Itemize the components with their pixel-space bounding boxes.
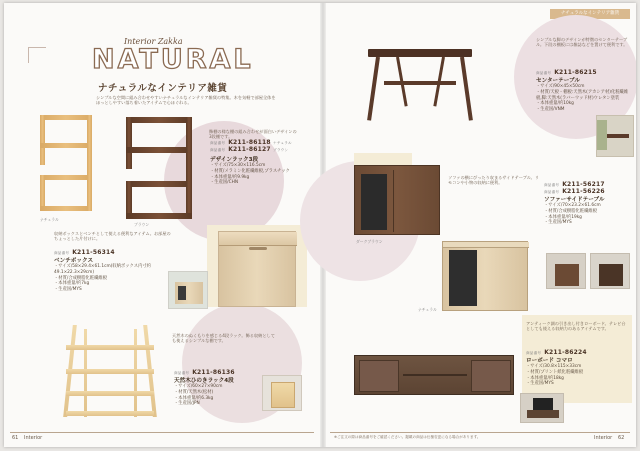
spec-line: ・サイズ/30.8×115×33cm	[526, 364, 582, 369]
spec-line: ・材質/プリント紙化粧繊維板	[526, 369, 584, 375]
spec-line: ・サイズ/60×27×90cm	[174, 384, 223, 389]
rack-brown-label: ブラウン	[134, 222, 150, 227]
spec-line: ・生産国/CHN	[210, 180, 239, 186]
page-subtitle: ナチュラルなインテリア雑貨	[98, 83, 228, 94]
corner-mark	[28, 47, 46, 63]
kicker: Interior Zakka	[124, 37, 183, 46]
product-code: 商品番号 K211-86224	[526, 349, 587, 356]
spec-line: ・本体重量/約9.9kg	[210, 174, 250, 180]
product-code: 商品番号 K211-86118 ナチュラル	[210, 139, 292, 146]
footer-note: ※ご注文の際は商品番号をご確認ください。掲載の商品は仕様変更になる場合があります。	[334, 435, 481, 439]
spec-line: ・材質/合成樹脂化粧繊維板	[54, 275, 108, 281]
spec-line: ・生産国/MYS	[526, 381, 554, 387]
center-table-info	[536, 69, 632, 113]
footer-label: Interior	[24, 435, 43, 441]
product-name: センターテーブル	[536, 78, 581, 84]
sofa-table-natural-image	[442, 241, 528, 311]
sofa-table-dark-label: ダークブラウン	[356, 239, 383, 244]
footer-label: Interior	[594, 435, 613, 441]
magazine-spread	[4, 3, 636, 447]
sofa-table-info	[544, 181, 634, 226]
center-table-thumb	[596, 115, 634, 157]
product-name: ベンチボックス	[54, 258, 94, 264]
lowboard-thumb	[520, 393, 564, 423]
spec-line: ・本体重量/約18kg	[526, 375, 564, 381]
footer-page-number: 61	[12, 435, 19, 441]
intro-text: シンプルな空間に組み合わせやすいナチュラルなインテリア雑貨の特集。木を気軽で部屋全体をほっとしやすい落ち着いたアイテムで心ほぐれる。	[96, 95, 276, 106]
spec-line: ・サイズ/90×45×50cm	[536, 84, 585, 89]
spec-line: ・本体重量/約7kg	[54, 281, 90, 287]
spec-line: ・本体重量/約10kg	[536, 101, 574, 107]
product-name: 天然木ひのきラック4段	[174, 378, 234, 384]
sofa-table-thumb-1	[546, 253, 586, 289]
spec-line: ・材質/合成樹脂化粧繊維板	[544, 208, 598, 214]
product-name: ローボード コマロ	[526, 358, 573, 364]
lowboard-blurb: アンティーク調の引き出し付きローボード。テレビ台としても使える収納力のあるアイテムです。	[526, 321, 626, 332]
product-code: 商品番号 K211-86127 ブラウン	[210, 146, 289, 153]
lowboard-image	[354, 355, 514, 395]
sofa-table-natural-label: ナチュラル	[418, 307, 437, 312]
spec-line: ・本体重量/約6.3kg	[174, 395, 214, 401]
left-page	[4, 3, 320, 447]
spec-line: ・材質/天板・棚板:天然木(アカシア材)化粧繊維板,脚:天然木(ラバーウッド材)ウレタン塗装	[536, 89, 629, 101]
wood-rack-thumb	[262, 375, 302, 411]
footer-rule	[330, 432, 630, 433]
spec-line: ・材質/メラミン化粧繊維板,プラスチック	[210, 168, 290, 174]
wood-rack-image	[64, 325, 156, 417]
spec-line: ・サイズ/70×23.2×61.6cm	[544, 203, 601, 208]
spec-line: ・サイズ/75×30×116.5cm	[210, 163, 266, 168]
header-tag: ナチュラルなインテリア雑貨	[550, 9, 630, 19]
spec-line: ・生産国/MYS	[544, 220, 572, 226]
bench-box-thumb	[168, 271, 208, 309]
sofa-table-blurb: ソファの横にぴったり収まるサイドテーブル。リモコンや小物の収納に便利。	[448, 175, 540, 186]
spec-line: ・生産国/MYS	[54, 287, 82, 293]
product-code: 商品番号 K211-86136	[174, 369, 235, 376]
wood-rack-blurb: 天然木のぬくもりを感じる4段ラック。飾る収納としても使えるシンプルな棚です。	[172, 333, 275, 344]
page-title: NATURAL	[92, 44, 254, 75]
design-rack-blurb: 飾棚の様な棚の組み合わせが面白いデザインの3段棚です。	[209, 129, 297, 140]
spec-line: ・本体重量/約19kg	[544, 214, 582, 220]
footer-rule	[10, 432, 314, 433]
rack-brown-image	[126, 117, 192, 219]
rack-natural-label: ナチュラル	[40, 217, 59, 222]
center-table-image	[368, 43, 472, 121]
lowboard-info	[526, 349, 632, 387]
rack-natural-image	[40, 115, 92, 211]
spec-line: ・材質/天然木(松材)	[174, 389, 214, 395]
right-page	[326, 3, 636, 447]
spec-line: ・生産国/JPN	[174, 401, 200, 407]
product-name: デザインラック3段	[210, 157, 259, 163]
center-table-blurb: シンプルな脚のデザインが特徴のセンターテーブル。下段の棚板には雑誌などを置けて便利です。	[536, 37, 628, 48]
product-name: ソファーサイドテーブル	[544, 197, 605, 203]
product-code: 商品番号 K211-86215	[536, 69, 597, 76]
product-code: 商品番号 K211-56314	[54, 249, 115, 256]
bench-box-blurb: 収納ボックスとベンチとして使える便利なアイテム。お部屋のちょっとした片付けに。	[54, 231, 171, 242]
spec-line: ・サイズ/58×29.4×61.1cm(収納ボックス内寸約49.1×22.3×29cm)	[54, 264, 151, 275]
sofa-table-dark-image	[354, 165, 440, 235]
product-code: 商品番号 K211-56217	[544, 181, 605, 188]
bench-box-info	[54, 249, 172, 293]
product-code: 商品番号 K211-56226	[544, 188, 605, 195]
bench-box-image	[218, 231, 296, 307]
design-rack-info	[210, 139, 310, 186]
spec-line: ・生産国/VNM	[536, 107, 565, 113]
sofa-table-thumb-2	[590, 253, 630, 289]
footer-page-number: 62	[618, 435, 625, 441]
